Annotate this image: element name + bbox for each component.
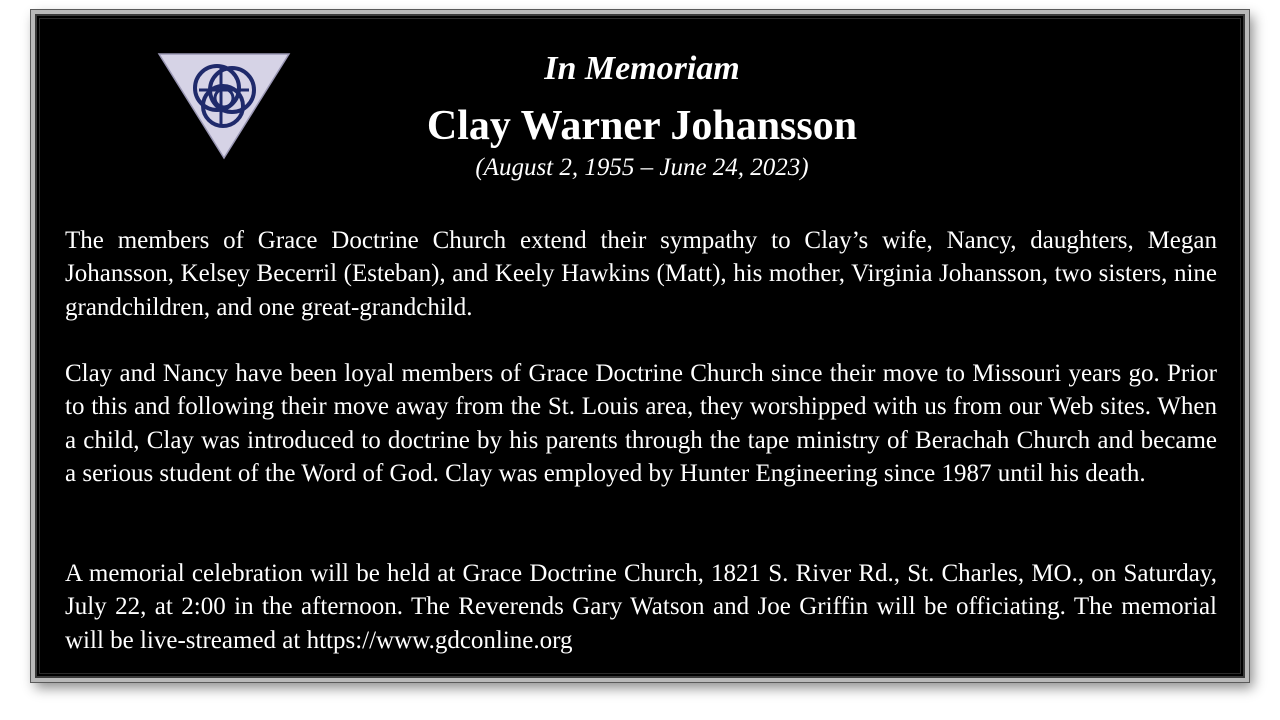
life-dates: (August 2, 1955 – June 24, 2023) [475, 154, 809, 181]
memorial-card [31, 10, 1249, 682]
memoriam-title: In Memoriam [544, 50, 740, 87]
sympathy-paragraph: The members of Grace Doctrine Church extend their sympathy to Clay’s wife, Nancy, daughters, Megan Johansson, Kelsey Becerril (Esteban), and Keely Hawkins (Matt), his mother, Virginia Johansson, two sisters, nine grandchildren, and one great-grandchild. [65, 227, 1217, 321]
service-paragraph: A memorial celebration will be held at Grace Doctrine Church, 1821 S. River Rd., St. Charles, MO., on Saturday, July 22, at 2:00 in the afternoon. The Reverends Gary Watson and Joe Griffin will be officiating. The memorial will be live-streamed at https://www.gdconline.org [65, 560, 1217, 654]
deceased-name: Clay Warner Johansson [426, 103, 858, 149]
biography-paragraph: Clay and Nancy have been loyal members of Grace Doctrine Church since their move to Missouri years go. Prior to this and following their move away from the St. Louis area, they worshipped with us from our Web sites. When a child, Clay was introduced to doctrine by his parents through the tape ministry of Berachah Church and became a serious student of the Word of God. Clay was employed by Hunter Engineering since 1987 until his death. [65, 360, 1217, 487]
